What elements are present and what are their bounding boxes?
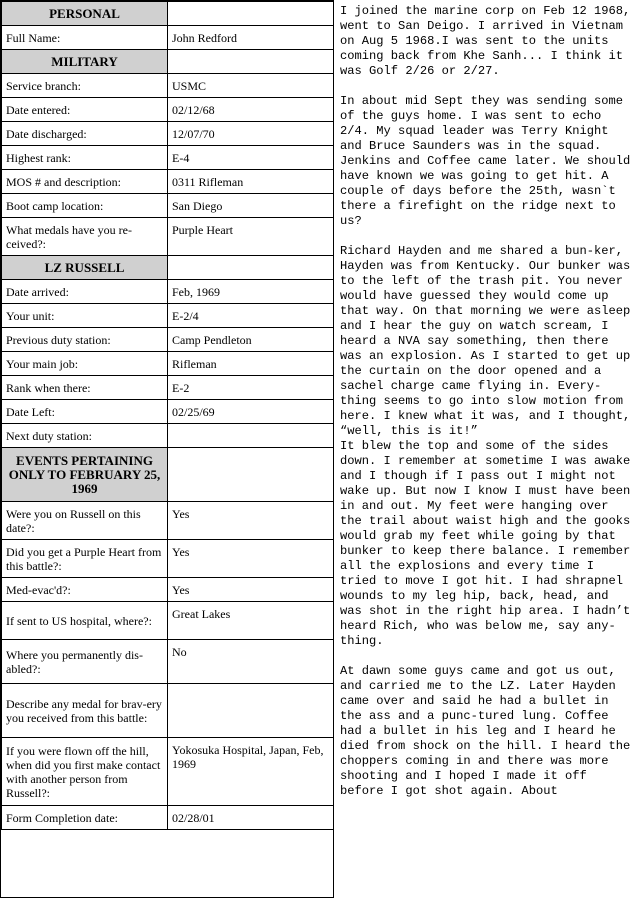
form-row [2, 540, 334, 578]
form-row [2, 640, 334, 684]
field-value: No [168, 640, 334, 684]
form-row [2, 578, 334, 602]
section-title: PERSONAL [2, 2, 168, 26]
story-paragraph: At dawn some guys came and got us out, and carried me to the LZ. Later Hayden came over and said he had a bullet in the ass and a punc-tured lung. Coffee had a bullet in his leg and I heard he died from shock on the hill. I heard the choppers coming in and there was more shooting and I hoped I made it off before I got shot again. About [340, 664, 631, 798]
field-label: Describe any medal for brav-ery you received from this battle: [2, 684, 168, 738]
form-row [2, 98, 334, 122]
field-value: 02/25/69 [168, 400, 334, 424]
section-title: MILITARY [2, 50, 168, 74]
field-label: Were you on Russell on this date?: [2, 502, 168, 540]
field-label: MOS # and description: [2, 170, 168, 194]
field-label: Full Name: [2, 26, 168, 50]
field-value: John Redford [168, 26, 334, 50]
field-label: Med-evac'd?: [2, 578, 168, 602]
form-row [2, 738, 334, 806]
field-value: E-4 [168, 146, 334, 170]
field-label: Rank when there: [2, 376, 168, 400]
field-value: Yes [168, 540, 334, 578]
form-row [2, 602, 334, 640]
form-row [2, 424, 334, 448]
field-label: Date arrived: [2, 280, 168, 304]
form-row [2, 400, 334, 424]
section-header-lz-russell [2, 256, 334, 280]
field-label: Date discharged: [2, 122, 168, 146]
field-value: Yokosuka Hospital, Japan, Feb, 1969 [168, 738, 334, 806]
story-paragraph: Richard Hayden and me shared a bun-ker, Hayden was from Kentucky. Our bunker was to the left of the trash pit. You never would have guessed they would come up that way. On that morning we were asleep and I hear the guy on watch scream, I heard a NVA say something, then there was an explosion. As I started to get up the curtain on the door opened and a sachel charge came flying in. Every-thing seems to go into slow motion from here. I knew what it was, and I thought, “well, this is it!” It blew the top and some of the sides down. I remember at sometime I was awake and I though if I pass out I might not wake up. But now I know I must have been in and out. My feet were hanging over the trail about waist high and the gooks would grab my feet while going by that bunker to keep there balance. I remember all the explosions and every time I tried to move I got hit. I had shrapnel wounds to my leg hip, back, head, and was shot in the right hip area. I hadn’t heard Rich, who was below me, say any-thing. [340, 244, 631, 648]
field-value: Yes [168, 502, 334, 540]
form-row [2, 806, 334, 830]
field-label: Boot camp location: [2, 194, 168, 218]
form-row [2, 304, 334, 328]
section-title: LZ RUSSELL [2, 256, 168, 280]
story-paragraph: I joined the marine corp on Feb 12 1968, went to San Deigo. I arrived in Vietnam on Aug 5 1968.I was sent to the units coming back from Khe Sanh... I think it was Golf 2/26 or 2/27. [340, 4, 631, 78]
form-row [2, 328, 334, 352]
field-value: 12/07/70 [168, 122, 334, 146]
section-title: EVENTS PERTAINING ONLY TO FEBRUARY 25, 1969 [2, 448, 168, 502]
form-row [2, 74, 334, 98]
form-row [2, 218, 334, 256]
field-value [168, 684, 334, 738]
field-label: Highest rank: [2, 146, 168, 170]
field-value: E-2 [168, 376, 334, 400]
form-row [2, 684, 334, 738]
form-row [2, 122, 334, 146]
field-label: Your unit: [2, 304, 168, 328]
field-value: Feb, 1969 [168, 280, 334, 304]
field-label: Where you permanently dis-abled?: [2, 640, 168, 684]
field-value [168, 424, 334, 448]
field-value: Yes [168, 578, 334, 602]
field-label: What medals have you re-ceived?: [2, 218, 168, 256]
field-value: Rifleman [168, 352, 334, 376]
field-value: 02/28/01 [168, 806, 334, 830]
form-row [2, 376, 334, 400]
field-label: Service branch: [2, 74, 168, 98]
field-label: Your main job: [2, 352, 168, 376]
field-label: If you were flown off the hill, when did you first make contact with another person from Russell?: [2, 738, 168, 806]
form-row [2, 170, 334, 194]
field-value: San Diego [168, 194, 334, 218]
field-value: USMC [168, 74, 334, 98]
field-value: E-2/4 [168, 304, 334, 328]
section-header-events [2, 448, 334, 502]
field-label: Next duty station: [2, 424, 168, 448]
field-label: Form Completion date: [2, 806, 168, 830]
field-value: Camp Pendleton [168, 328, 334, 352]
field-label: Date entered: [2, 98, 168, 122]
story-paragraph: In about mid Sept they was sending some of the guys home. I was sent to echo 2/4. My squad leader was Terry Knight and Bruce Saunders was in the squad. Jenkins and Coffee came later. We should have known we was going to get hit. A couple of days before the 25th, wasn`t there a firefight on the ridge next to us? [340, 94, 631, 228]
narrative-text [340, 4, 632, 814]
field-label: Did you get a Purple Heart from this battle?: [2, 540, 168, 578]
field-label: Previous duty station: [2, 328, 168, 352]
field-value: Purple Heart [168, 218, 334, 256]
form-row [2, 352, 334, 376]
field-value: 02/12/68 [168, 98, 334, 122]
form-row [2, 502, 334, 540]
section-header-personal [2, 2, 334, 26]
field-value: Great Lakes [168, 602, 334, 640]
form-row [2, 280, 334, 304]
field-label: Date Left: [2, 400, 168, 424]
form-table [1, 1, 334, 830]
field-label: If sent to US hospital, where?: [2, 602, 168, 640]
field-value: 0311 Rifleman [168, 170, 334, 194]
form-row [2, 194, 334, 218]
form-row [2, 146, 334, 170]
form-row [2, 26, 334, 50]
section-header-military [2, 50, 334, 74]
